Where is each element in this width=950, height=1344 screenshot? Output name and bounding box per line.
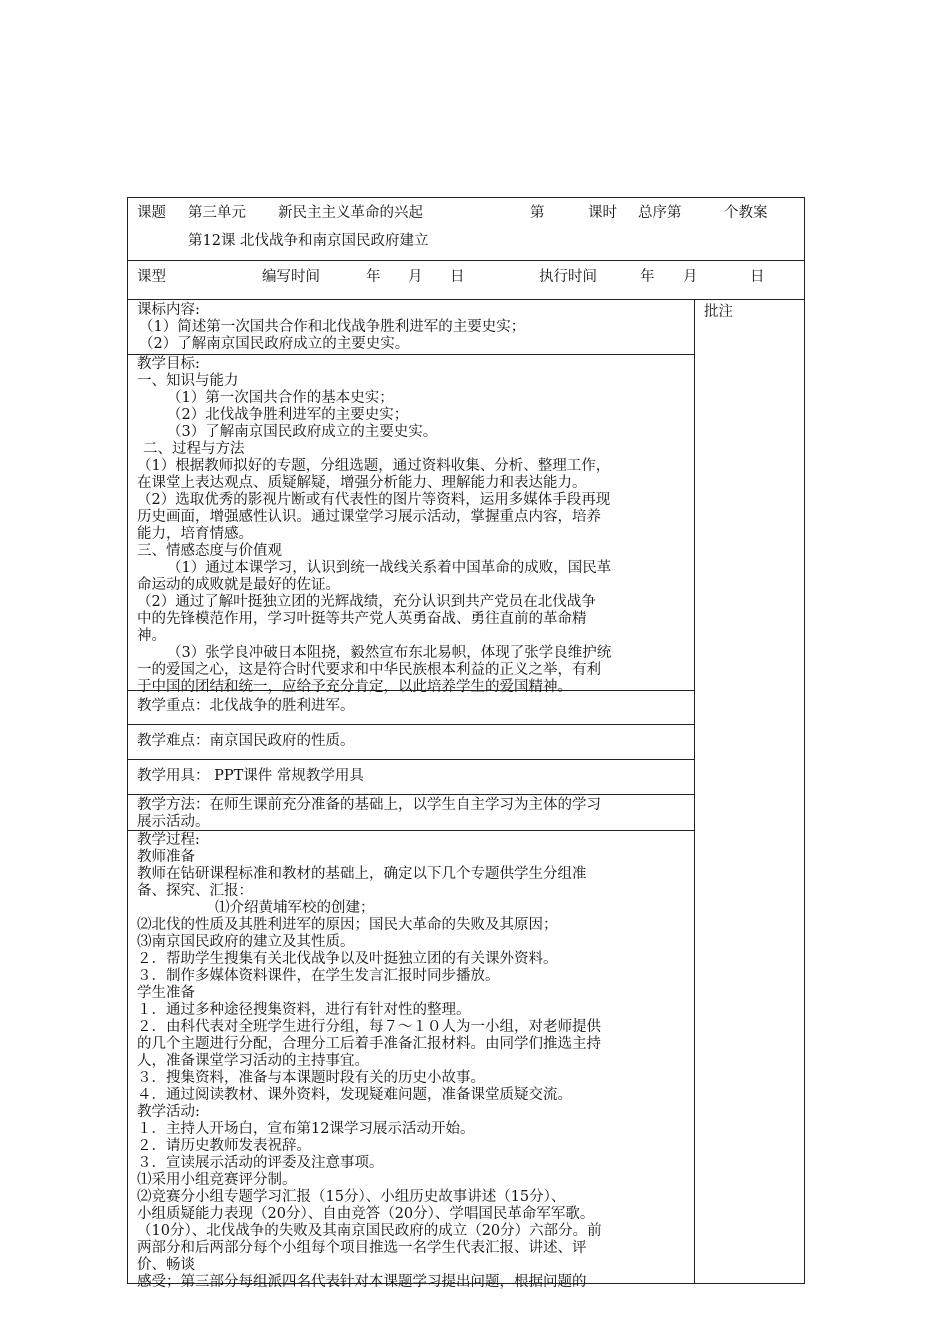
write-year: 年 (366, 269, 381, 285)
key-point: 教学重点：北伐战争的胜利进军。 (137, 698, 355, 714)
process-line: ⑴介绍黄埔军校的创建； (215, 900, 375, 916)
teaching-process (137, 832, 692, 1291)
objectives-section: 一、知识与能力 (137, 373, 239, 389)
annotation-label: 批注 (704, 304, 733, 320)
process-line: ⑵北伐的性质及其胜利进军的原因；国民大革命的失败及其原因； (137, 917, 558, 933)
row-divider (128, 354, 694, 355)
process-line: ４．通过阅读教材、课外资料，发现疑难问题，准备课堂质疑交流。 (137, 1087, 572, 1103)
standards-line: （2）了解南京国民政府成立的主要史实。 (139, 336, 410, 352)
process-line: ２．帮助学生搜集有关北伐战争以及叶挺独立团的有关课外资料。 (137, 951, 558, 967)
process-line: ２．请历史教师发表祝辞。 (137, 1138, 311, 1154)
total-prefix: 总序第 (638, 205, 682, 221)
exec-month: 月 (683, 269, 698, 285)
process-section: 学生准备 (137, 985, 195, 1001)
objectives-line: （2）选取优秀的影视片断或有代表性的图片等资料，运用多媒体手段再现 (137, 492, 611, 508)
process-section: 教师准备 (137, 849, 195, 865)
objectives-line: 历史画面，增强感性认识。通过课堂学习展示活动，掌握重点内容，培养 (137, 509, 601, 525)
row-divider (128, 260, 804, 261)
process-line: 人，准备课堂学习活动的主持事宜。 (137, 1053, 369, 1069)
objectives-line: （3）了解南京国民政府成立的主要史实。 (167, 424, 438, 440)
objectives-line: 在课堂上表达观点、质疑解疑，增强分析能力、理解能力和表达能力。 (137, 475, 587, 491)
standards-heading: 课标内容: (137, 302, 200, 318)
row-divider (128, 724, 694, 725)
process-line: ３．宣读展示活动的评委及注意事项。 (137, 1155, 384, 1171)
process-line: 价、畅谈 (137, 1257, 195, 1273)
objectives-line: （2）通过了解叶挺独立团的光辉战绩，充分认识到共产党员在北伐战争 (137, 594, 596, 610)
objectives-line: 命运动的成败就是最好的佐证。 (137, 577, 340, 593)
process-line: ３．制作多媒体资料课件，在学生发言汇报时同步播放。 (137, 968, 500, 984)
process-heading: 教学过程: (137, 832, 200, 848)
total-suffix: 个教案 (724, 205, 768, 221)
row-divider (128, 299, 804, 300)
process-line: ２．由科代表对全班学生进行分组，每７～１０人为一小组，对老师提供 (137, 1019, 601, 1035)
curriculum-standards (137, 302, 692, 353)
objectives-line: 神。 (137, 628, 166, 644)
objectives-line: （3）张学良冲破日本阻挠，毅然宣布东北易帜，体现了张学良维护统 (167, 645, 612, 661)
objectives-line: （2）北伐战争胜利进军的主要史实； (167, 407, 409, 423)
objectives-line: （1）通过本课学习，认识到统一战线关系着中国革命的成败，国民革 (167, 560, 612, 576)
process-section: 教学活动: (137, 1104, 200, 1120)
topic-label: 课题 (137, 205, 166, 221)
objectives-heading: 教学目标: (137, 356, 200, 372)
objectives-line: 能力，培育情感。 (137, 526, 253, 542)
process-line: １．主持人开场白，宣布第12课学习展示活动开始。 (137, 1121, 475, 1137)
period-suffix: 课时 (588, 205, 617, 221)
lesson-plan-table (127, 197, 805, 1290)
objectives-line: 一的爱国之心，这是符合时代要求和中华民族根本利益的正义之举，有利 (137, 662, 601, 678)
period-prefix: 第 (530, 205, 545, 221)
process-line: ⑶南京国民政府的建立及其性质。 (137, 934, 355, 950)
process-line: 两部分和后两部分每个小组每个项目推选一名学生代表汇报、讲述、评 (137, 1240, 587, 1256)
exec-year: 年 (640, 269, 655, 285)
write-month: 月 (408, 269, 423, 285)
process-line: １．通过多种途径搜集资料，进行有针对性的整理。 (137, 1002, 471, 1018)
exec-day: 日 (750, 269, 765, 285)
objectives-line: （1）第一次国共合作的基本史实； (167, 390, 394, 406)
teaching-tools: 教学用具： PPT课件 常规教学用具 (137, 768, 364, 784)
teaching-objectives (137, 356, 692, 696)
standards-line: （1）简述第一次国共合作和北伐战争胜利进军的主要史实； (139, 319, 526, 335)
process-line: 备、探究、汇报： (137, 883, 253, 899)
objectives-line: （1）根据教师拟好的专题，分组选题，通过资料收集、分析、整理工作， (137, 458, 611, 474)
process-line: 教师在钻研课程标准和教材的基础上，确定以下几个专题供学生分组准 (137, 866, 587, 882)
exec-time-label: 执行时间 (539, 269, 597, 285)
type-label: 课型 (137, 269, 166, 285)
row-divider (128, 794, 694, 795)
process-line: （10分）、北伐战争的失败及其南京国民政府的成立（20分）六部分。前 (137, 1223, 602, 1239)
write-day: 日 (450, 269, 465, 285)
objectives-section: 二、过程与方法 (143, 441, 245, 457)
annotation-column-divider (694, 299, 695, 1284)
unit-title: 新民主主义革命的兴起 (278, 205, 423, 221)
unit-number: 第三单元 (188, 205, 246, 221)
process-line: 小组质疑能力表现（20分）、自由竞答（20分）、学唱国民革命军军歌。 (137, 1206, 595, 1222)
write-time-label: 编写时间 (262, 269, 320, 285)
objectives-line: 于中国的团结和统一，应给予充分肯定，以此培养学生的爱国精神。 (137, 679, 572, 695)
process-line: ３．搜集资料，准备与本课题时段有关的历史小故事。 (137, 1070, 485, 1086)
objectives-section: 三、情感态度与价值观 (137, 543, 282, 559)
process-line: 的几个主题进行分配，合理分工后着手准备汇报材料。由同学们推选主持 (137, 1036, 601, 1052)
process-line: ⑴采用小组竞赛评分制。 (137, 1172, 297, 1188)
difficulty: 教学难点：南京国民政府的性质。 (137, 733, 355, 749)
objectives-line: 中的先锋模范作用，学习叶挺等共产党人英勇奋战、勇往直前的革命精 (137, 611, 587, 627)
method-line: 展示活动。 (137, 814, 210, 830)
method-line: 教学方法：在师生课前充分准备的基础上，以学生自主学习为主体的学习 (137, 797, 601, 813)
process-line: 感受；第三部分每组派四名代表针对本课题学习提出问题，根据问题的 (137, 1274, 587, 1290)
process-line: ⑵竞赛分小组专题学习汇报（15分）、小组历史故事讲述（15分）、 (137, 1189, 566, 1205)
row-divider (128, 759, 694, 760)
lesson-title: 第12课 北伐战争和南京国民政府建立 (188, 233, 429, 249)
teaching-method (137, 797, 692, 831)
